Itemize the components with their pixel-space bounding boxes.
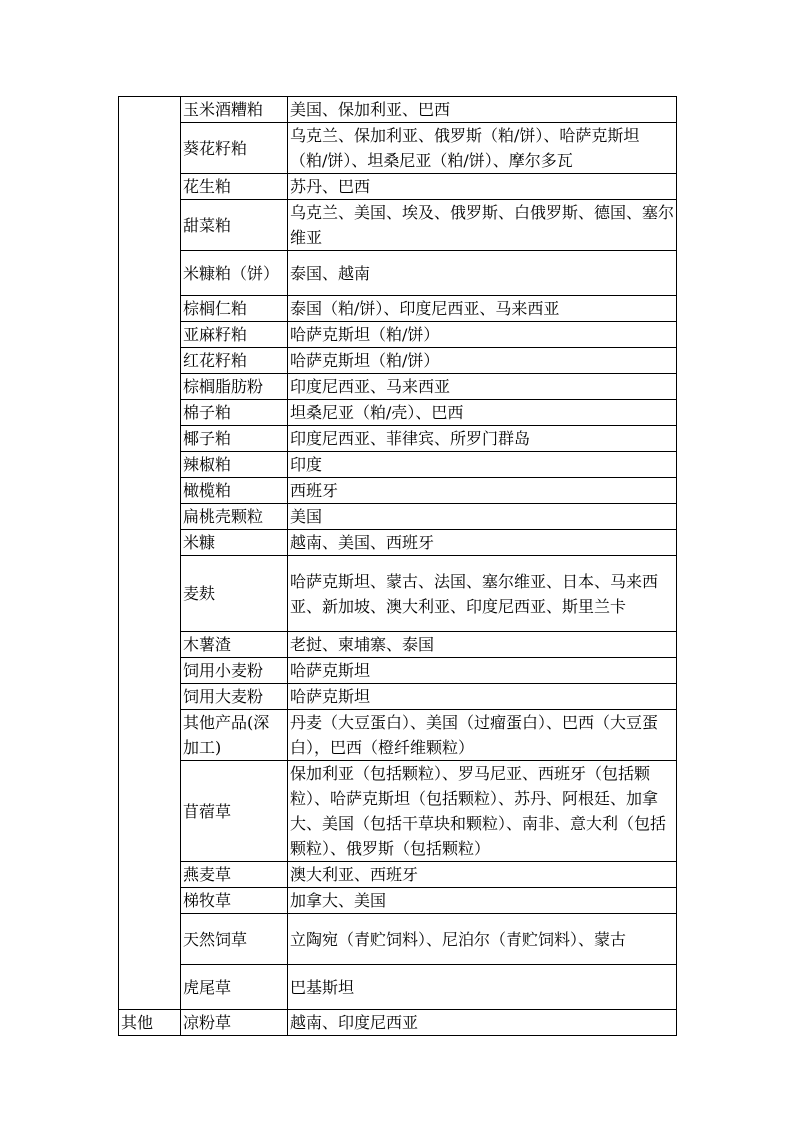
table-row: [119, 348, 677, 374]
product-cell: 天然饲草: [181, 914, 288, 965]
product-cell: 玉米酒糟粕: [181, 97, 288, 123]
table-row: [119, 251, 677, 296]
category-cell: [119, 97, 181, 1010]
product-cell: 椰子粕: [181, 426, 288, 452]
countries-cell: 泰国、越南: [288, 251, 677, 296]
countries-cell: 印度尼西亚、马来西亚: [288, 374, 677, 400]
table-row: [119, 888, 677, 914]
product-cell: 梯牧草: [181, 888, 288, 914]
countries-cell: 苏丹、巴西: [288, 174, 677, 200]
product-cell: 棉子粕: [181, 400, 288, 426]
table-row: [119, 478, 677, 504]
countries-cell: 巴基斯坦: [288, 965, 677, 1010]
table-row: [119, 174, 677, 200]
countries-cell: 老挝、柬埔寨、泰国: [288, 632, 677, 658]
table-row: [119, 556, 677, 632]
table-row: [119, 761, 677, 862]
product-cell: 木薯渣: [181, 632, 288, 658]
countries-cell: 美国: [288, 504, 677, 530]
countries-cell: 坦桑尼亚（粕/壳）、巴西: [288, 400, 677, 426]
countries-cell: 泰国（粕/饼）、印度尼西亚、马来西亚: [288, 296, 677, 322]
product-cell: 亚麻籽粕: [181, 322, 288, 348]
table-row: [119, 426, 677, 452]
product-cell: 红花籽粕: [181, 348, 288, 374]
category-cell: 其他: [119, 1010, 181, 1036]
countries-cell: 哈萨克斯坦: [288, 658, 677, 684]
countries-cell: 越南、美国、西班牙: [288, 530, 677, 556]
product-cell: 橄榄粕: [181, 478, 288, 504]
table-row: [119, 710, 677, 761]
product-cell: 其他产品(深加工): [181, 710, 288, 761]
table-row: [119, 200, 677, 251]
product-cell: 棕榈仁粕: [181, 296, 288, 322]
table-row: [119, 862, 677, 888]
product-cell: 米糠粕（饼）: [181, 251, 288, 296]
table-row: [119, 400, 677, 426]
product-cell: 甜菜粕: [181, 200, 288, 251]
table-row: [119, 296, 677, 322]
countries-cell: 乌克兰、保加利亚、俄罗斯（粕/饼）、哈萨克斯坦（粕/饼）、坦桑尼亚（粕/饼）、摩尔多瓦: [288, 123, 677, 174]
table-row: [119, 97, 677, 123]
table-row-other: [119, 1010, 677, 1036]
countries-cell: 哈萨克斯坦（粕/饼）: [288, 322, 677, 348]
countries-cell: 乌克兰、美国、埃及、俄罗斯、白俄罗斯、德国、塞尔维亚: [288, 200, 677, 251]
table-row: [119, 530, 677, 556]
countries-cell: 保加利亚（包括颗粒）、罗马尼亚、西班牙（包括颗粒）、哈萨克斯坦（包括颗粒）、苏丹、阿根廷、加拿大、美国（包括干草块和颗粒）、南非、意大利（包括颗粒）、俄罗斯（包括颗粒）: [288, 761, 677, 862]
product-cell: 燕麦草: [181, 862, 288, 888]
countries-cell: 澳大利亚、西班牙: [288, 862, 677, 888]
feed-import-table: [118, 96, 677, 1036]
table-row: [119, 504, 677, 530]
table-row: [119, 322, 677, 348]
countries-cell: 西班牙: [288, 478, 677, 504]
countries-cell: 越南、印度尼西亚: [288, 1010, 677, 1036]
product-cell: 凉粉草: [181, 1010, 288, 1036]
product-cell: 苜蓿草: [181, 761, 288, 862]
table-row: [119, 374, 677, 400]
product-cell: 扁桃壳颗粒: [181, 504, 288, 530]
countries-cell: 印度尼西亚、菲律宾、所罗门群岛: [288, 426, 677, 452]
product-cell: 米糠: [181, 530, 288, 556]
countries-cell: 哈萨克斯坦（粕/饼）: [288, 348, 677, 374]
product-cell: 饲用小麦粉: [181, 658, 288, 684]
product-cell: 饲用大麦粉: [181, 684, 288, 710]
countries-cell: 哈萨克斯坦、蒙古、法国、塞尔维亚、日本、马来西亚、新加坡、澳大利亚、印度尼西亚、斯里兰卡: [288, 556, 677, 632]
countries-cell: 立陶宛（青贮饲料）、尼泊尔（青贮饲料）、蒙古: [288, 914, 677, 965]
countries-cell: 加拿大、美国: [288, 888, 677, 914]
countries-cell: 哈萨克斯坦: [288, 684, 677, 710]
table-row: [119, 658, 677, 684]
product-cell: 花生粕: [181, 174, 288, 200]
countries-cell: 印度: [288, 452, 677, 478]
table-row: [119, 914, 677, 965]
product-cell: 虎尾草: [181, 965, 288, 1010]
table-row: [119, 684, 677, 710]
table-row: [119, 632, 677, 658]
table-row: [119, 123, 677, 174]
countries-cell: 美国、保加利亚、巴西: [288, 97, 677, 123]
product-cell: 葵花籽粕: [181, 123, 288, 174]
product-cell: 麦麸: [181, 556, 288, 632]
product-cell: 辣椒粕: [181, 452, 288, 478]
product-cell: 棕榈脂肪粉: [181, 374, 288, 400]
table-row: [119, 452, 677, 478]
countries-cell: 丹麦（大豆蛋白）、美国（过瘤蛋白）、巴西（大豆蛋白），巴西（橙纤维颗粒）: [288, 710, 677, 761]
table-row: [119, 965, 677, 1010]
